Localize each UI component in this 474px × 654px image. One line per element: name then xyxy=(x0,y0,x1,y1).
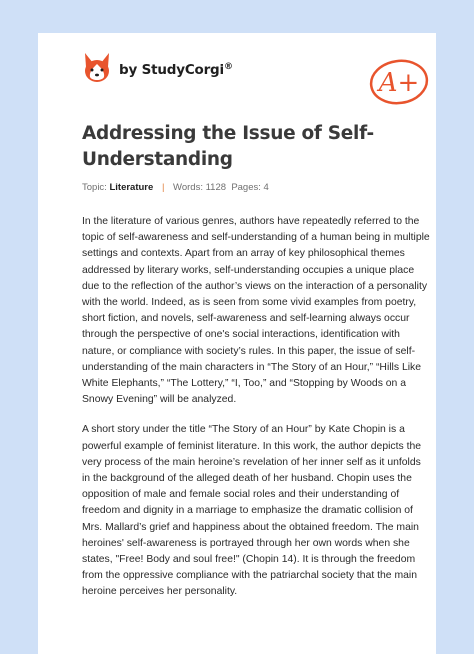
page-title: Addressing the Issue of Self-Understanding xyxy=(82,123,374,170)
paragraph: In the literature of various genres, authors have repeatedly referred to the topic of self-awareness and self-understanding of a human being in multiple settings and contexts. Apart from an array of key philosophical themes addressed by literary works, self-understanding occupies a unique place due to the reflection of the author’s views on the interaction of a personality with the world. Indeed, as is seen from some vivid examples from poetry, short fiction, and novels, self-awareness and self-learning always occur through the perspective of one's social interactions, identification with nature, or compliance with society’s rules. In this paper, the issue of self-understanding of the main characters in “The Story of an Hour,” “Hills Like White Elephants,” “The Lottery,” “I, Too,” and “Stopping by Woods on a Snowy Evening” will be analyzed. xyxy=(82,216,430,406)
badge-text: A+ xyxy=(378,68,420,98)
brand-text: by StudyCorgi xyxy=(119,62,224,78)
paragraph: A short story under the title “The Story of an Hour” by Kate Chopin is a powerful example of feminist literature. In this work, the author depicts the very process of the main heroine’s revelation of her inner self as it unfolds in the background of the alleged death of her husband. Chopin uses the opposition of male and female social roles and their understanding of freedom and dignity in a marriage to emphasize the dramatic collision of Mrs. Mallard’s grief and happiness about the obtained freedom. The main heroines' self-awareness is portrayed through her own words when she states, "Free! Body and soul free!" (Chopin 14). It is through the freedom from the oppressive compliance with the patriarchal society that the main heroine perceives her personality. xyxy=(82,424,422,598)
topic-label: Topic: xyxy=(82,182,107,193)
meta-separator: | xyxy=(161,182,165,193)
page-count: Pages: 4 xyxy=(231,182,269,193)
essay-body xyxy=(82,214,430,615)
trademark-symbol: ® xyxy=(223,62,233,72)
a-plus-grade-icon xyxy=(368,57,430,107)
brand-name[interactable] xyxy=(119,62,233,78)
header xyxy=(82,51,420,101)
document-meta xyxy=(82,182,269,193)
word-count: Words: 1128 xyxy=(173,182,227,193)
corgi-icon xyxy=(82,51,112,85)
document-page xyxy=(38,33,436,654)
topic-link[interactable]: Literature xyxy=(109,182,154,193)
